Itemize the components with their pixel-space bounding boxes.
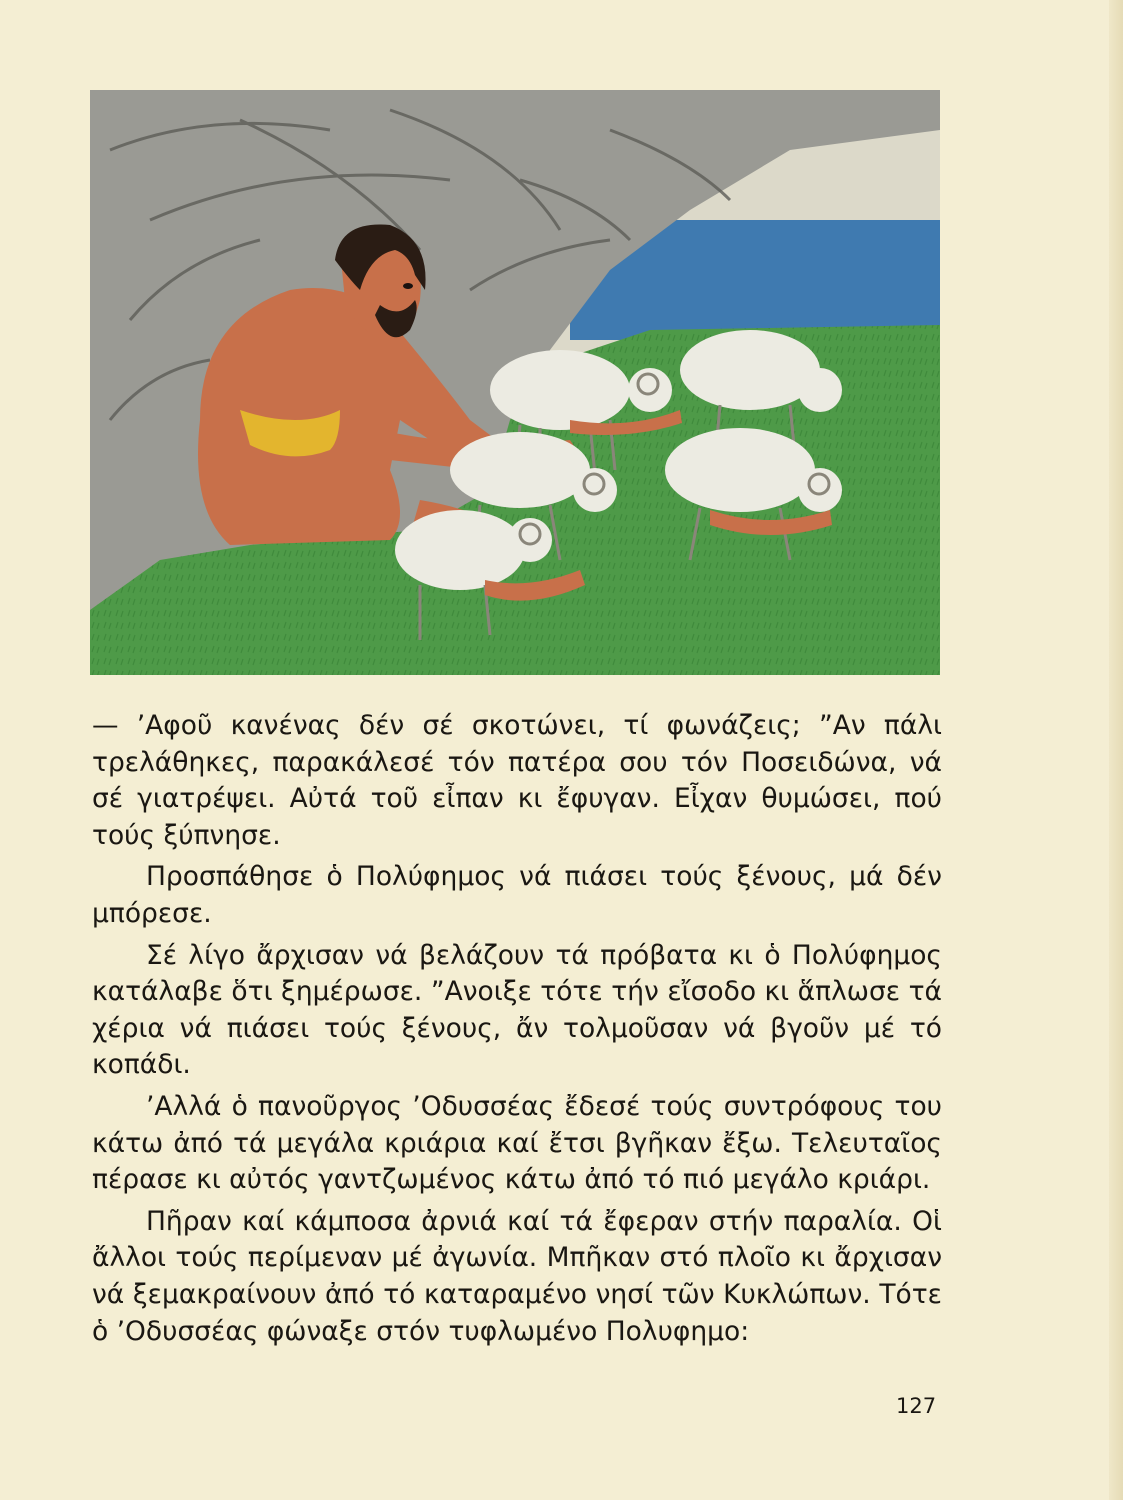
paragraph: Πῆραν καί κάμποσα ἀρνιά καί τά ἔφεραν στήν παραλία. Οἱ ἄλλοι τούς περίμεναν μέ ἀγωνία. Μπῆκαν στό πλοῖο κι ἄρχισαν νά ξεμακραίνουν ἀπό τό καταραμένο νησί τῶν Κυκλώπων. Τότε ὁ ’Οδυσσέας φώναξε στόν τυφλωμένο Πολυφημο: xyxy=(92,1205,942,1347)
page-number: 127 xyxy=(896,1394,937,1418)
paragraph: — ’Αφοῦ κανένας δέν σέ σκοτώνει, τί φωνάζεις; ”Αν πάλι τρελάθηκες, παρακάλεσέ τόν πατέρα σου τόν Ποσειδώνα, νά σέ γιατρέψει. Αὐτά τοῦ εἶπαν κι ἔφυγαν. Εἶχαν θυμώσει, πού τούς ξύπνησε. xyxy=(92,710,942,851)
story-text xyxy=(92,708,942,1355)
paragraph: Προσπάθησε ὁ Πολύφημος νά πιάσει τούς ξένους, μά δέν μπόρεσε. xyxy=(92,861,942,929)
illustration xyxy=(90,90,940,675)
paragraph: Σέ λίγο ἄρχισαν νά βελάζουν τά πρόβατα κι ὁ Πολύφημος κατάλαβε ὅτι ξημέρωσε. ”Ανοιξε τότε τήν εἴσοδο κι ἅπλωσε τά χέρια νά πιάσει τούς ξένους, ἄν τολμοῦσαν νά βγοῦν μέ τό κοπάδι. xyxy=(92,939,942,1081)
page-edge xyxy=(1109,0,1123,1500)
paragraph: ’Αλλά ὁ πανοῦργος ’Οδυσσέας ἔδεσέ τούς συντρόφους του κάτω ἀπό τά μεγάλα κριάρια καί ἔτσι βγῆκαν ἔξω. Τελευταῖος πέρασε κι αὐτός γαντζωμένος κάτω ἀπό τό πιό μεγάλο κριάρι. xyxy=(92,1090,942,1196)
